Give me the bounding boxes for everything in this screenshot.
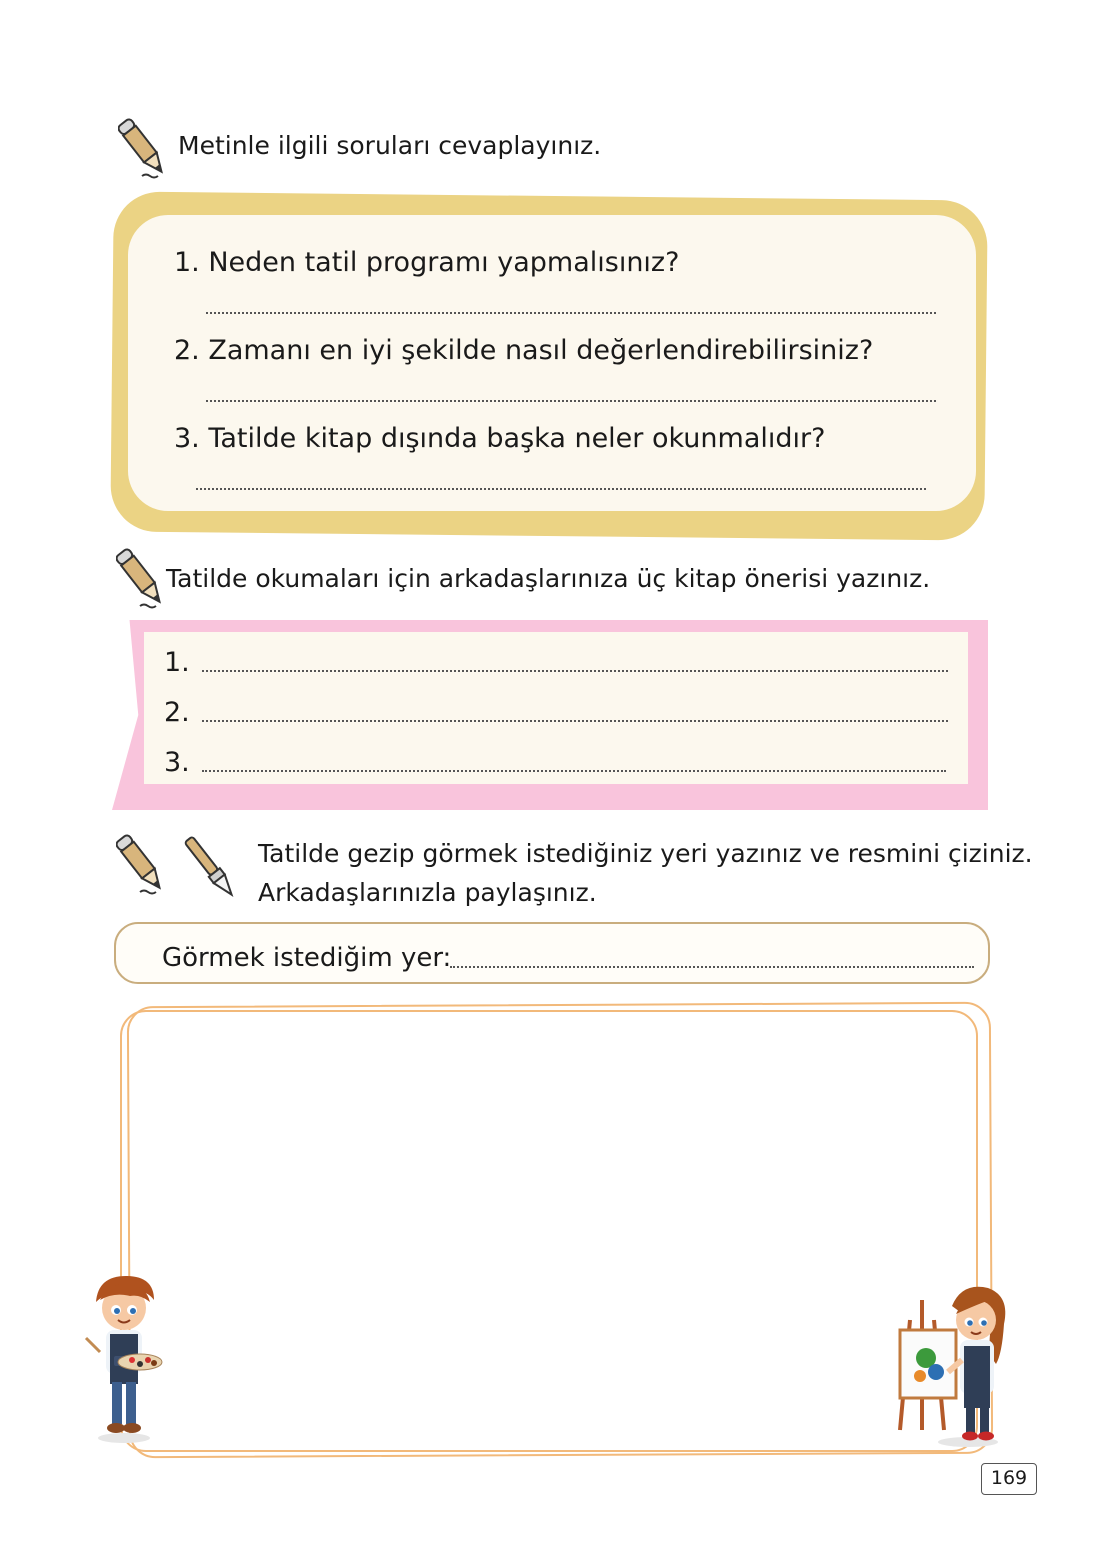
place-answer-line[interactable]: [450, 966, 974, 968]
girl-painter-illustration: [890, 1280, 1014, 1448]
section2-instruction: Tatilde okumaları için arkadaşlarınıza üç kitap önerisi yazınız.: [166, 564, 931, 593]
question-3: 3. Tatilde kitap dışında başka neler okunmalıdır?: [174, 423, 826, 454]
page-number-text: 169: [990, 1467, 1028, 1489]
answer-line-2[interactable]: [206, 400, 936, 402]
page-number: [981, 1463, 1037, 1495]
book-number-2: 2.: [164, 697, 190, 728]
place-label: Görmek istediğim yer:: [162, 943, 452, 973]
pencil-icon: [116, 828, 166, 900]
paintbrush-icon: [178, 830, 242, 904]
book-number-1: 1.: [164, 647, 190, 678]
book-number-3: 3.: [164, 747, 190, 778]
drawing-area-outline: [127, 1002, 993, 1459]
book-line-2[interactable]: [202, 720, 948, 722]
answer-line-3[interactable]: [196, 488, 926, 490]
question-1: 1. Neden tatil programı yapmalısınız?: [174, 247, 680, 278]
pencil-icon: [116, 542, 166, 614]
section1-instruction: Metinle ilgili soruları cevaplayınız.: [178, 131, 602, 160]
question-2: 2. Zamanı en iyi şekilde nasıl değerlendirebilirsiniz?: [174, 335, 874, 366]
answer-line-1[interactable]: [206, 312, 936, 314]
book-line-1[interactable]: [202, 670, 948, 672]
section3-instruction-line2: Arkadaşlarınızla paylaşınız.: [258, 878, 597, 907]
book-list-card: [144, 632, 968, 784]
section3-instruction-line1: Tatilde gezip görmek istediğiniz yeri yazınız ve resmini çiziniz.: [258, 839, 1033, 868]
book-line-3[interactable]: [202, 770, 946, 772]
pencil-icon: [118, 112, 168, 184]
boy-painter-illustration: [80, 1272, 164, 1444]
